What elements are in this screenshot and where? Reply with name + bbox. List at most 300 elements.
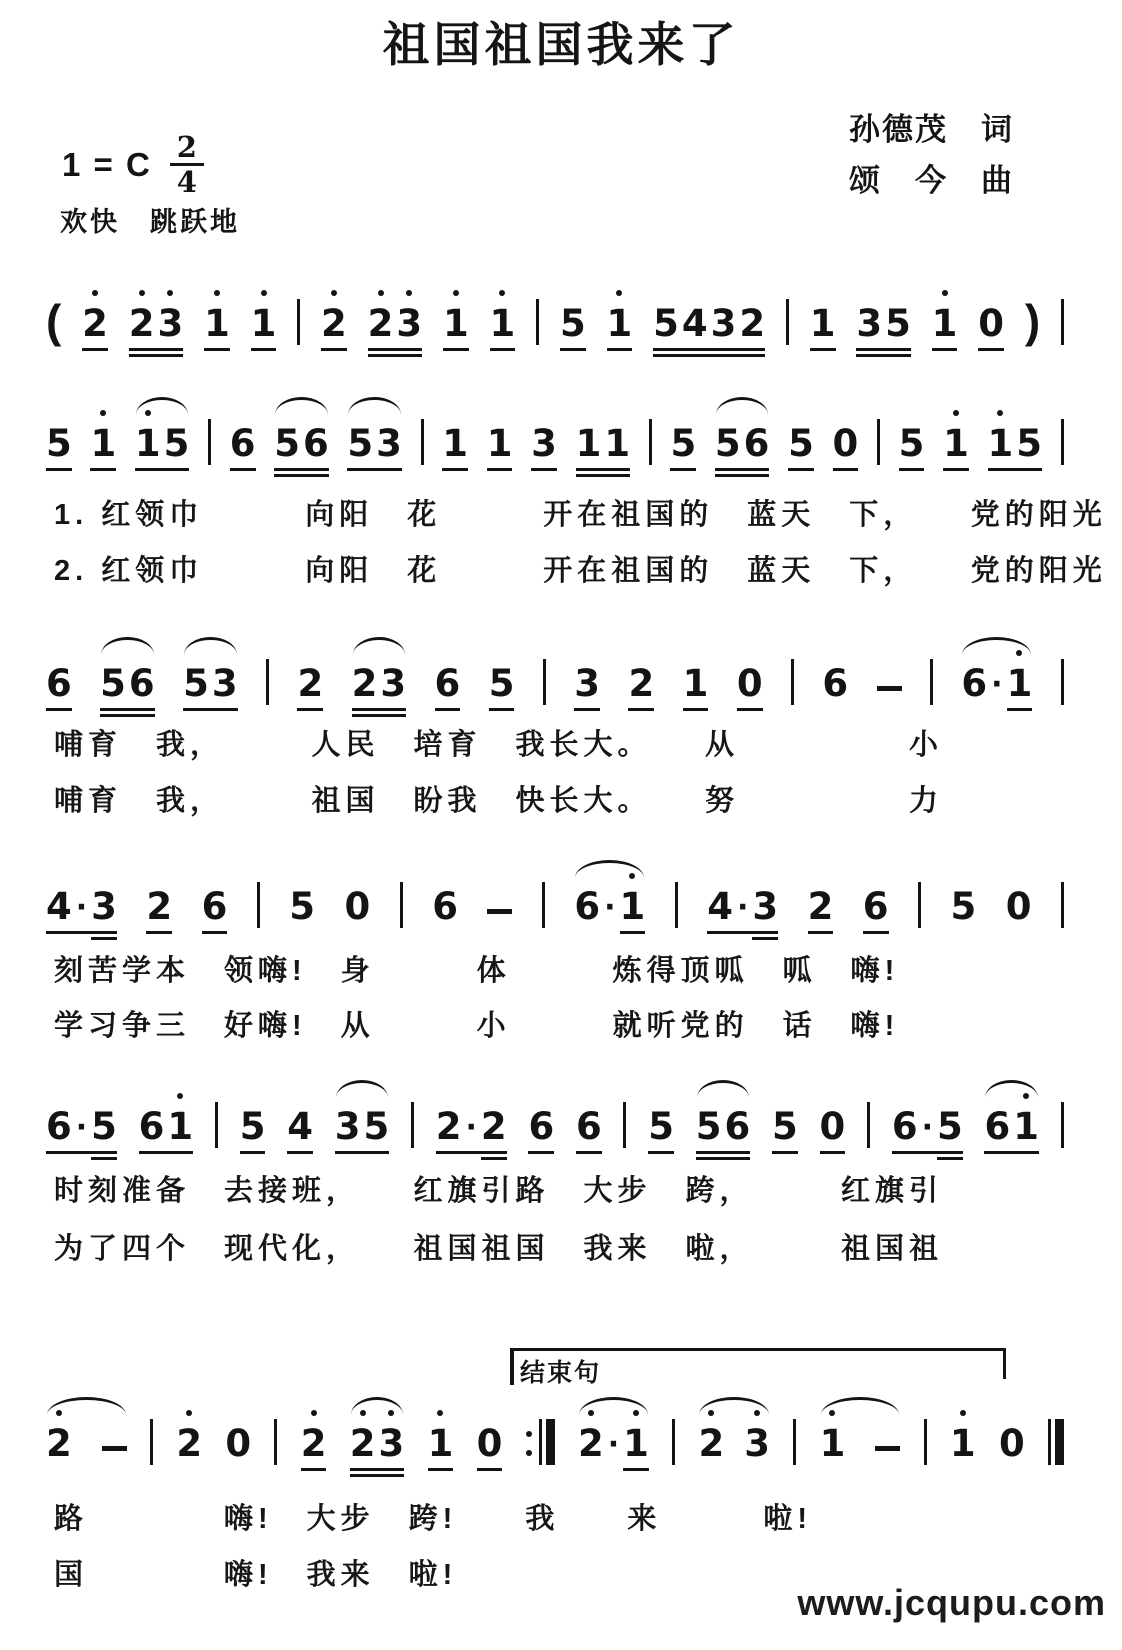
music-line-intro [46, 295, 1064, 345]
octave-dot [708, 1410, 714, 1416]
octave-dot [633, 1410, 639, 1416]
note-group [289, 885, 315, 928]
note-group [772, 1105, 798, 1148]
note-group [899, 422, 925, 465]
note-digit: 1 [135, 422, 161, 465]
note-digit: 6 [743, 422, 770, 465]
barline [786, 299, 789, 345]
note-digit: 3 [744, 1422, 770, 1465]
octave-dot [145, 410, 151, 416]
note-digit: 4 [287, 1105, 313, 1148]
note-group [574, 885, 645, 928]
barline [924, 1419, 927, 1465]
note-group [737, 662, 763, 705]
barline [257, 882, 260, 928]
spacer [75, 1461, 99, 1465]
note-digit: 3 [710, 302, 737, 345]
octave-dot [588, 1410, 594, 1416]
note-digit: 1 [988, 422, 1014, 465]
note-digit: 1 [428, 1422, 454, 1465]
note-digit: 5 [772, 1105, 798, 1148]
note-digit: 0 [832, 422, 859, 465]
octave-dot [177, 1093, 183, 1099]
note-digit: 6 [984, 1105, 1011, 1148]
note-digit: 5 [885, 302, 911, 345]
note-digit: 6 [229, 422, 256, 465]
note-digit: 5 [937, 1105, 963, 1148]
note-digit: 0 [978, 302, 1004, 345]
note-group [892, 1105, 963, 1148]
note-digit: 1 [443, 302, 469, 345]
parenthesis: ( [46, 295, 62, 347]
barline [1061, 882, 1064, 928]
repeat-end-barline [526, 1419, 555, 1465]
lyrics-verse1-row2: 哺育 我， 人民 培育 我长大。 从 小 [54, 729, 944, 761]
note-group [176, 1422, 202, 1465]
note-digit: 5 [488, 662, 515, 705]
barline [791, 659, 794, 705]
note-group [204, 302, 230, 345]
note-digit: 6 [862, 885, 889, 928]
note-group [833, 422, 859, 465]
note-digit: 1 [486, 422, 513, 465]
note-group [146, 885, 172, 928]
note-group [46, 422, 72, 465]
barline [266, 659, 269, 705]
note-digit: 5 [289, 885, 316, 928]
note-digit: 6 [138, 1105, 165, 1148]
note-digit: 1 [1013, 1105, 1039, 1148]
note-group [368, 302, 423, 345]
lyrics-verse2-row4: 为了四个 现代化， 祖国祖国 我来 啦， 祖国祖 [54, 1233, 944, 1265]
note-group [230, 422, 256, 465]
note-group [574, 662, 600, 705]
octave-dot [499, 290, 505, 296]
barline [400, 882, 403, 928]
note-group [820, 1105, 846, 1148]
note-group [442, 422, 468, 465]
note-group [301, 1422, 327, 1465]
music-line-final [46, 1415, 1064, 1465]
note-group [82, 302, 108, 345]
note-digit: 6 [822, 662, 849, 705]
note-digit: 1 [820, 1422, 846, 1465]
note-digit: 6 [724, 1105, 751, 1148]
note-group [274, 422, 329, 465]
note-group [984, 1105, 1039, 1148]
key-signature [62, 132, 204, 198]
lyrics-verse2-row2: 哺育 我， 祖国 盼我 快长大。 努 力 [54, 785, 944, 817]
dash-extension [877, 686, 902, 691]
note-group [347, 422, 402, 465]
note-group [297, 662, 323, 705]
note-group [490, 302, 516, 345]
note-digit: 5 [274, 422, 300, 465]
music-line-2 [46, 415, 1064, 465]
note-digit: 1 [943, 422, 969, 465]
note-group [978, 302, 1004, 345]
note-digit: 2 [350, 1422, 376, 1465]
note-group [788, 422, 814, 465]
note-group [436, 1105, 507, 1148]
note-digit: 1 [167, 1105, 193, 1148]
watermark: www.jcqupu.com [797, 1582, 1106, 1623]
octave-dot [406, 290, 412, 296]
note-digit: 6 [46, 1105, 72, 1148]
note-digit: 1 [682, 662, 709, 705]
note-digit: 0 [998, 1422, 1025, 1465]
barline [877, 419, 880, 465]
augmentation-dot: · [75, 890, 88, 925]
slur-arc [275, 397, 328, 415]
note-group [943, 422, 969, 465]
barline [675, 882, 678, 928]
octave-dot [829, 1410, 835, 1416]
final-barline [1048, 1419, 1064, 1465]
note-group [129, 302, 184, 345]
barline [1061, 1102, 1064, 1148]
octave-dot [214, 290, 220, 296]
note-digit: 6 [575, 1105, 602, 1148]
note-digit: 5 [648, 1105, 674, 1148]
note-group [487, 909, 512, 928]
note-group [560, 302, 586, 345]
octave-dot [953, 410, 959, 416]
dash-extension [102, 1446, 127, 1451]
barline [1061, 659, 1064, 705]
barline [421, 419, 424, 465]
note-digit: 1 [490, 302, 516, 345]
octave-dot [331, 290, 337, 296]
octave-dot [616, 290, 622, 296]
note-group [822, 662, 848, 705]
note-digit: 1 [575, 422, 602, 465]
song-title: 祖国祖国我来了 [382, 18, 740, 71]
note-digit: 0 [225, 1422, 252, 1465]
note-digit: 3 [856, 302, 883, 345]
note-digit: 5 [695, 1105, 722, 1148]
note-digit: 4 [707, 885, 733, 928]
barline [215, 1102, 218, 1148]
note-group [287, 1105, 313, 1148]
note-digit: 2 [351, 662, 378, 705]
note-group [932, 302, 958, 345]
note-group [1006, 885, 1032, 928]
note-digit: 4 [46, 885, 72, 928]
barline [543, 659, 546, 705]
note-group [810, 302, 836, 345]
note-group [100, 662, 155, 705]
note-group [225, 1422, 251, 1465]
octave-dot [378, 290, 384, 296]
note-digit: 5 [559, 302, 586, 345]
note-digit: 6 [574, 885, 601, 928]
note-digit: 1 [809, 302, 836, 345]
note-digit: 2 [628, 662, 655, 705]
note-digit: 2 [368, 302, 394, 345]
note-digit: 2 [82, 302, 108, 345]
note-digit: 5 [163, 422, 190, 465]
slur-arc [136, 397, 189, 415]
octave-dot [100, 410, 106, 416]
barline [208, 419, 211, 465]
music-line-3 [46, 655, 1064, 705]
note-group [443, 302, 469, 345]
note-group [202, 885, 228, 928]
octave-dot [754, 1410, 760, 1416]
note-digit: 1 [620, 885, 646, 928]
octave-dot [1023, 1093, 1029, 1099]
note-digit: 5 [91, 1105, 117, 1148]
tempo-marking: 欢快 跳跃地 [60, 207, 240, 237]
octave-dot [186, 1410, 192, 1416]
octave-dot [960, 1410, 966, 1416]
note-digit: 1 [623, 1422, 649, 1465]
note-group [578, 1422, 649, 1465]
time-denominator: 4 [176, 165, 197, 200]
note-group [135, 422, 190, 465]
note-digit: 0 [819, 1105, 846, 1148]
note-digit: 5 [788, 422, 814, 465]
note-digit: 5 [183, 662, 209, 705]
note-digit: 2 [321, 302, 347, 345]
note-digit: 6 [201, 885, 228, 928]
note-group [487, 422, 513, 465]
note-digit: 2 [807, 885, 834, 928]
dash-extension [875, 1446, 900, 1451]
barline [1061, 299, 1064, 345]
note-digit: 3 [157, 302, 183, 345]
note-digit: 5 [653, 302, 679, 345]
note-group [877, 686, 902, 705]
note-digit: 3 [380, 662, 407, 705]
note-digit: 1 [204, 302, 230, 345]
note-group [183, 662, 238, 705]
note-group [988, 422, 1043, 465]
lyricist-credit: 孙德茂 词 [849, 112, 1014, 147]
note-group [477, 1422, 503, 1465]
note-digit: 6 [528, 1105, 555, 1148]
note-digit: 5 [363, 1105, 390, 1148]
augmentation-dot: · [75, 1110, 88, 1145]
barline [297, 299, 300, 345]
augmentation-dot: · [607, 1427, 620, 1462]
augmentation-dot: · [604, 890, 616, 925]
note-digit: 5 [714, 422, 741, 465]
slur-arc [348, 397, 401, 415]
barline [649, 419, 652, 465]
barline [918, 882, 921, 928]
octave-dot [629, 873, 635, 879]
note-digit: 2 [176, 1422, 202, 1465]
note-group [856, 302, 911, 345]
ending-section-bracket [510, 1348, 1006, 1389]
barline [672, 1419, 675, 1465]
octave-dot [311, 1410, 317, 1416]
note-group [715, 422, 770, 465]
note-digit: 3 [531, 422, 557, 465]
note-group [251, 302, 277, 345]
note-group [683, 662, 709, 705]
lyrics-verse2-row5: 国 嗨! 我来 啦! [54, 1559, 458, 1591]
music-line-4 [46, 878, 1064, 928]
barline [411, 1102, 414, 1148]
barline [150, 1419, 153, 1465]
note-group [999, 1422, 1025, 1465]
octave-dot [437, 1410, 443, 1416]
note-group [90, 422, 116, 465]
note-group [321, 302, 347, 345]
note-digit: 6 [302, 422, 329, 465]
note-group [576, 1105, 602, 1148]
note-digit: 1 [607, 302, 633, 345]
lyrics-verse1-row5: 路 嗨! 大步 跨! 我 来 啦! [54, 1503, 812, 1535]
octave-dot [167, 290, 173, 296]
note-digit: 6 [961, 662, 988, 705]
barline [867, 1102, 870, 1148]
augmentation-dot: · [921, 1110, 933, 1145]
octave-dot [139, 290, 145, 296]
note-digit: 3 [574, 662, 601, 705]
slur-arc [716, 397, 769, 415]
note-group [528, 1105, 554, 1148]
note-digit: 1 [1007, 662, 1033, 705]
note-group [653, 302, 765, 345]
note-digit: 2 [129, 302, 155, 345]
note-digit: 1 [251, 302, 277, 345]
slur-arc [101, 637, 154, 655]
note-digit: 1 [604, 422, 631, 465]
barline [274, 1419, 277, 1465]
note-group [950, 1422, 976, 1465]
note-digit: 1 [90, 422, 116, 465]
note-digit: 6 [432, 885, 458, 928]
note-group [46, 885, 117, 928]
note-group [950, 885, 976, 928]
octave-dot [92, 290, 98, 296]
note-group [698, 1422, 770, 1465]
time-signature [170, 132, 204, 198]
octave-dot [1016, 650, 1022, 656]
note-digit: 5 [239, 1105, 266, 1148]
note-group [345, 885, 371, 928]
note-group [435, 662, 461, 705]
note-digit: 3 [334, 1105, 361, 1148]
note-group [352, 662, 407, 705]
note-digit: 0 [736, 662, 763, 705]
note-digit: 2 [578, 1422, 604, 1465]
lyrics-verse1-row3: 刻苦学本 领嗨! 身 体 炼得顶呱 呱 嗨! [54, 955, 900, 987]
octave-dot [360, 1410, 366, 1416]
note-group [863, 885, 889, 928]
slur-arc [336, 1080, 389, 1098]
note-digit: 5 [46, 422, 72, 465]
barline [536, 299, 539, 345]
note-digit: 2 [739, 302, 766, 345]
note-group [240, 1105, 266, 1148]
note-group [961, 662, 1032, 705]
slur-arc [351, 1397, 404, 1415]
note-digit: 6 [891, 1105, 918, 1148]
key-text: 1 = C [62, 145, 152, 183]
augmentation-dot: · [736, 890, 749, 925]
note-group [820, 1422, 901, 1465]
note-digit: 2 [481, 1105, 507, 1148]
note-digit: 5 [670, 422, 697, 465]
lyrics-verse1-row4: 时刻准备 去接班， 红旗引路 大步 跨， 红旗引 [54, 1175, 944, 1207]
note-group [489, 662, 515, 705]
dash-extension [487, 909, 512, 914]
note-group [576, 422, 631, 465]
note-digit: 2 [297, 662, 324, 705]
note-group [808, 885, 834, 928]
barline [623, 1102, 626, 1148]
note-group [607, 302, 633, 345]
note-group [139, 1105, 194, 1148]
note-digit: 5 [898, 422, 925, 465]
note-group [670, 422, 696, 465]
octave-dot [56, 1410, 62, 1416]
note-group [707, 885, 778, 928]
note-digit: 5 [347, 422, 374, 465]
note-digit: 2 [435, 1105, 462, 1148]
octave-dot [453, 290, 459, 296]
note-digit: 5 [950, 885, 977, 928]
note-group [350, 1422, 405, 1465]
note-digit: 3 [379, 1422, 405, 1465]
note-digit: 4 [681, 302, 708, 345]
music-line-5 [46, 1098, 1064, 1148]
lyrics-verse2-row3: 学习争三 好嗨! 从 小 就听党的 话 嗨! [54, 1010, 900, 1042]
octave-dot [997, 410, 1003, 416]
ending-section-label: 结束句 [520, 1359, 602, 1387]
note-digit: 2 [698, 1422, 724, 1465]
note-group [531, 422, 557, 465]
note-digit: 3 [376, 422, 402, 465]
lyrics-verse1-row1: 1. 红领巾 向阳 花 开在祖国的 蓝天 下， 党的阳光 [54, 499, 1107, 531]
octave-dot [942, 290, 948, 296]
note-group [628, 662, 654, 705]
note-digit: 1 [932, 302, 958, 345]
note-group [46, 1422, 127, 1465]
slur-arc [697, 1080, 750, 1098]
note-digit: 2 [146, 885, 173, 928]
note-digit: 3 [752, 885, 778, 928]
composer-credit: 颂 今 曲 [849, 163, 1014, 199]
octave-dot [388, 1410, 394, 1416]
slur-arc [353, 637, 406, 655]
barline [1061, 419, 1064, 465]
credits-block [849, 104, 1014, 206]
slur-arc [184, 637, 237, 655]
note-group [428, 1422, 454, 1465]
note-group [46, 662, 72, 705]
note-digit: 2 [301, 1422, 327, 1465]
note-digit: 0 [344, 885, 371, 928]
slur-arc [985, 1080, 1038, 1098]
note-digit: 3 [211, 662, 238, 705]
barline [930, 659, 933, 705]
augmentation-dot: · [465, 1110, 477, 1145]
note-group [648, 1105, 674, 1148]
note-digit: 6 [128, 662, 155, 705]
note-digit: 5 [1016, 422, 1042, 465]
note-digit: 3 [396, 302, 422, 345]
barline [793, 1419, 796, 1465]
spacer [848, 1461, 872, 1465]
lyrics-verse2-row1: 2. 红领巾 向阳 花 开在祖国的 蓝天 下， 党的阳光 [54, 555, 1107, 587]
octave-dot [261, 290, 267, 296]
